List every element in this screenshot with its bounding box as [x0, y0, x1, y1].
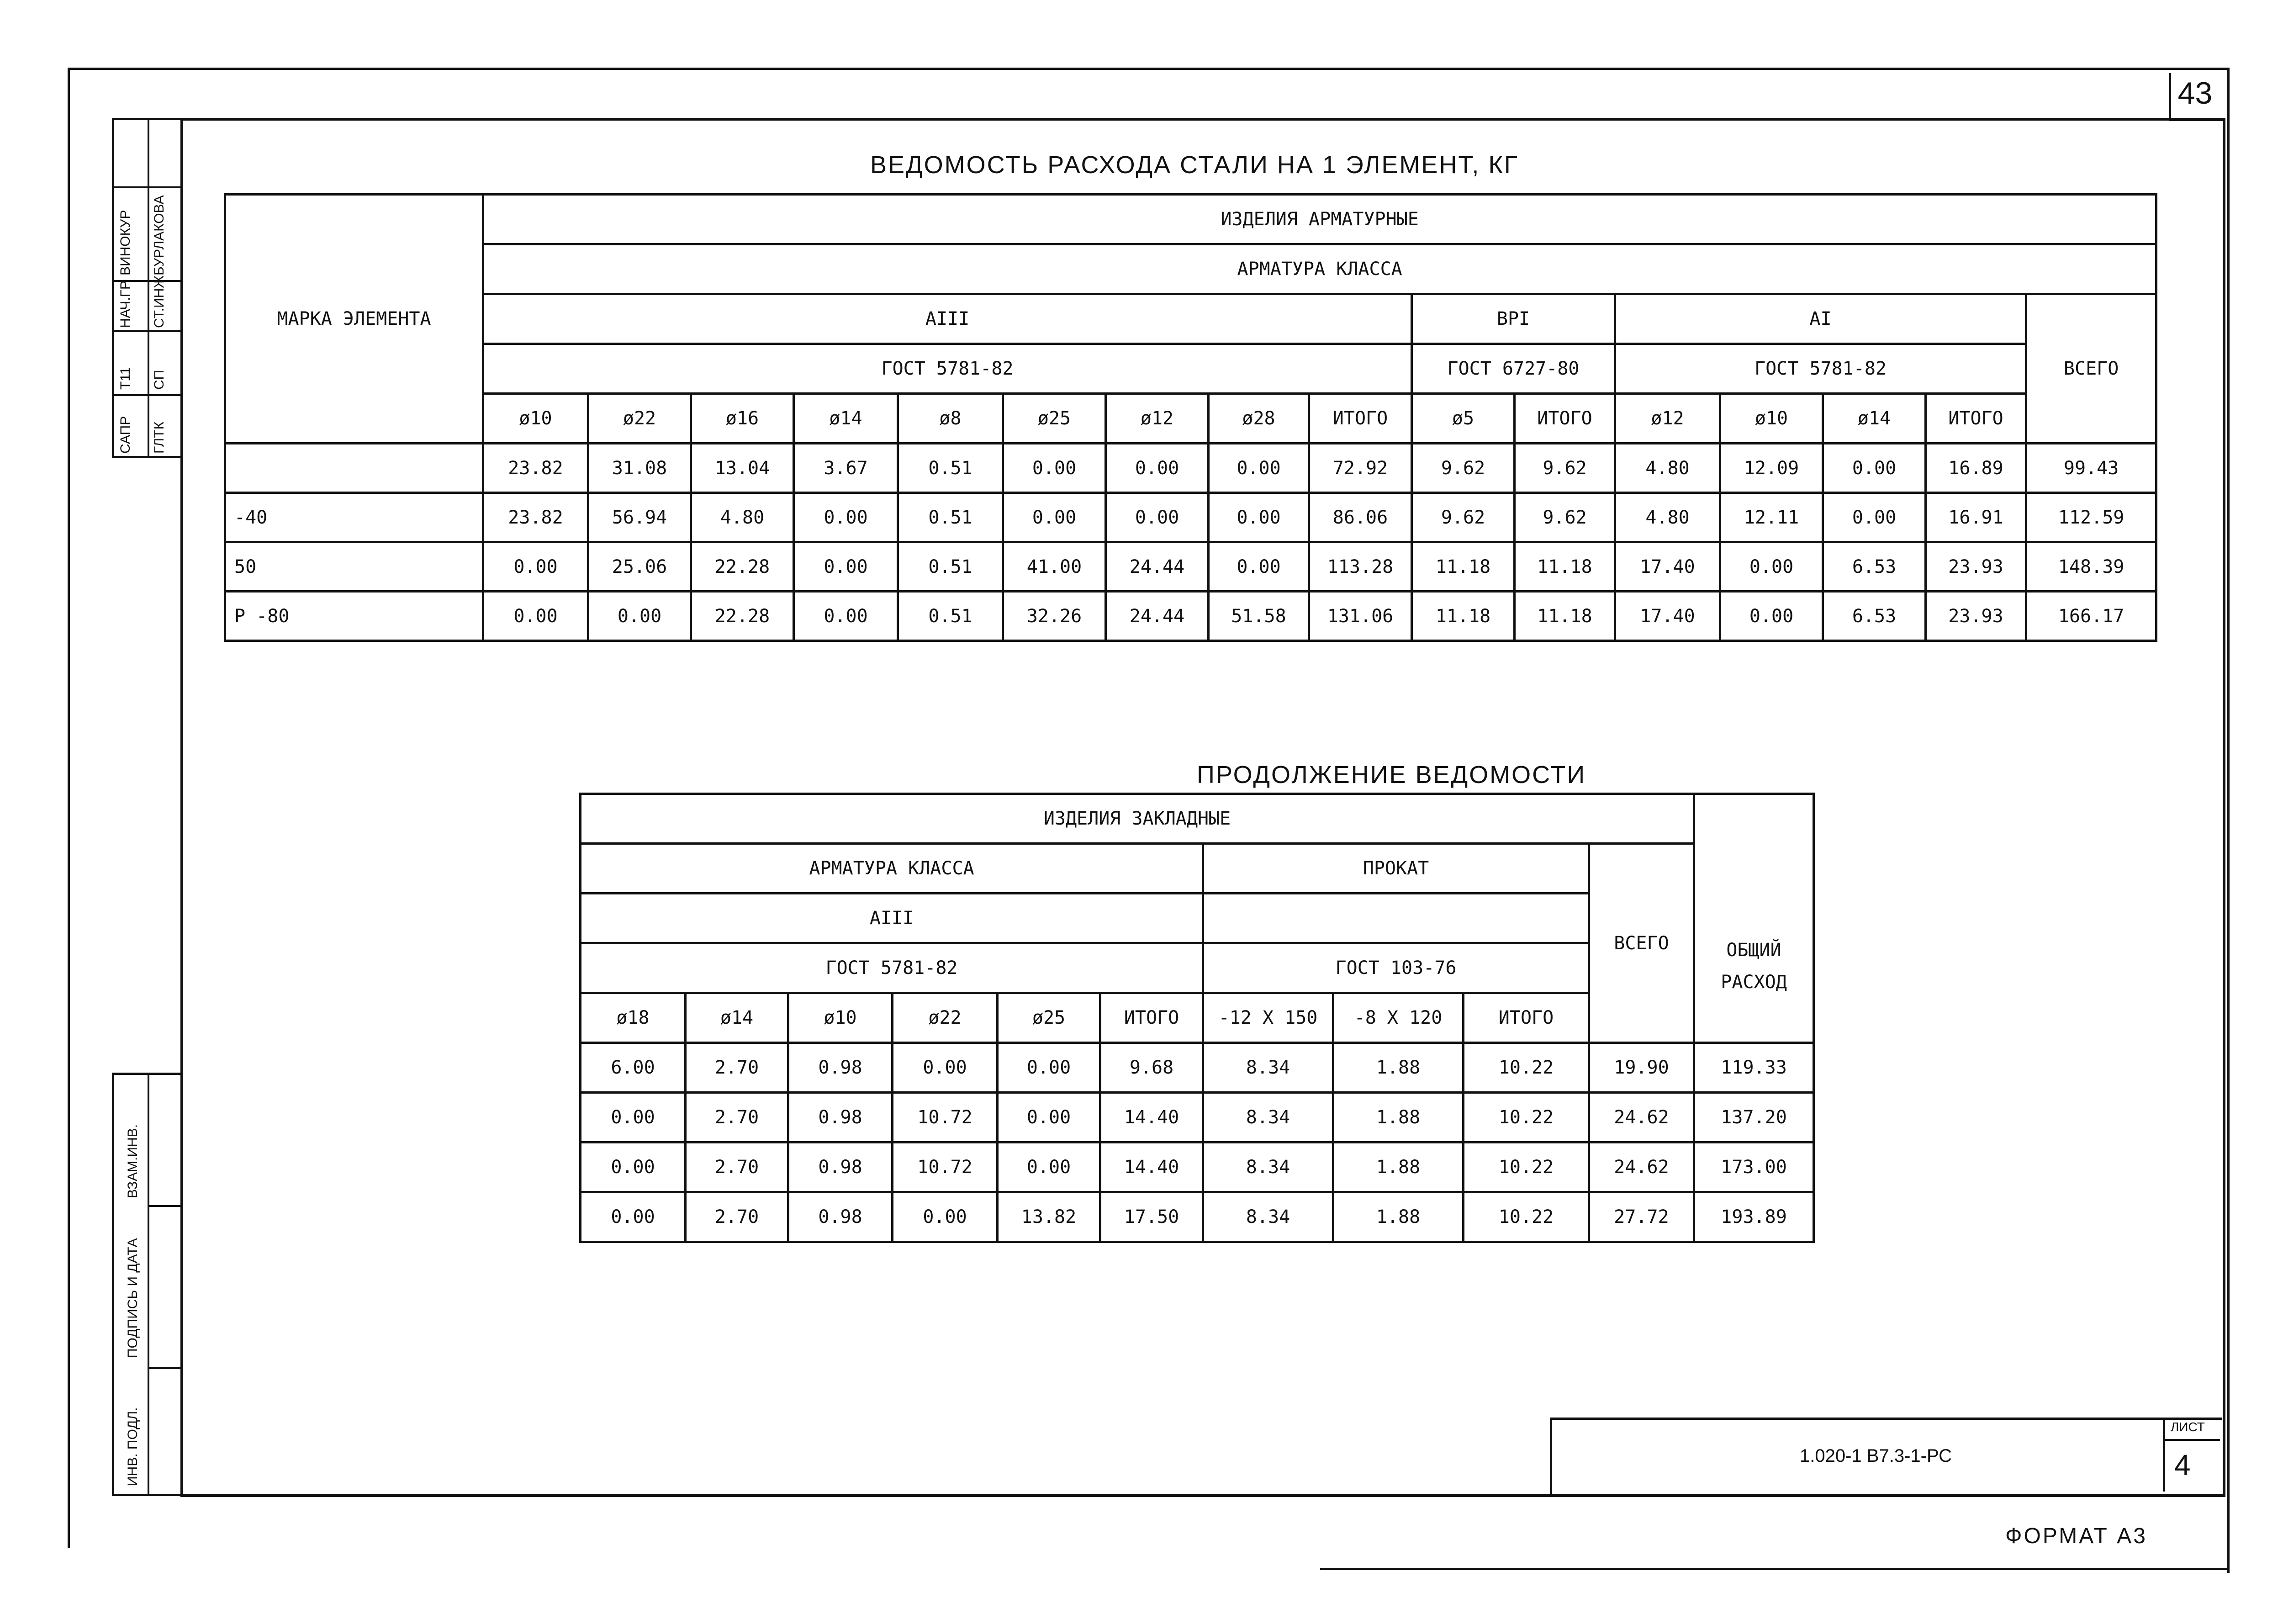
value-cell: 0.00	[1209, 493, 1309, 542]
table2-body	[581, 1043, 1814, 1242]
value-cell: 9.62	[1515, 493, 1615, 542]
value-cell: 23.93	[1926, 592, 2026, 641]
side-stamp-label: САПР	[118, 416, 133, 454]
table-row	[581, 1093, 1814, 1143]
value-cell: 3.67	[794, 444, 898, 493]
value-cell: 2.70	[686, 1043, 788, 1093]
table2-title: ПРОДОЛЖЕНИЕ ВЕДОМОСТИ	[1197, 761, 1586, 788]
value-cell: 51.58	[1209, 592, 1309, 641]
value-cell: 0.00	[998, 1043, 1100, 1093]
table1-body	[225, 444, 2156, 641]
value-cell: 112.59	[2026, 493, 2156, 542]
value-cell: 0.00	[1720, 542, 1823, 592]
value-cell: 99.43	[2026, 444, 2156, 493]
value-cell: 1.88	[1333, 1192, 1464, 1242]
total-header: ВСЕГО	[1589, 844, 1694, 1043]
column-header: -8 Х 120	[1333, 993, 1464, 1043]
frame-left-edge	[68, 68, 70, 1548]
value-cell: 12.09	[1720, 444, 1823, 493]
value-cell: 4.80	[1615, 493, 1720, 542]
value-cell: 10.22	[1464, 1192, 1589, 1242]
value-cell: 0.51	[898, 493, 1003, 542]
value-cell: 0.00	[893, 1043, 998, 1093]
value-cell: 0.00	[1823, 444, 1926, 493]
value-cell: 166.17	[2026, 592, 2156, 641]
column-header: ø16	[691, 394, 794, 444]
value-cell: 0.00	[1106, 493, 1209, 542]
column-header: ø12	[1106, 394, 1209, 444]
value-cell: 22.28	[691, 542, 794, 592]
title-block-divider	[2163, 1439, 2220, 1441]
mark-cell: -40	[225, 493, 483, 542]
column-header: ИТОГО	[1309, 394, 1412, 444]
value-cell: 86.06	[1309, 493, 1412, 542]
column-header: ø18	[581, 993, 686, 1043]
value-cell: 0.00	[581, 1093, 686, 1143]
table1-title: ВЕДОМОСТЬ РАСХОДА СТАЛИ НА 1 ЭЛЕМЕНТ, КГ	[870, 151, 1519, 179]
value-cell: 0.00	[1823, 493, 1926, 542]
column-header: ø5	[1412, 394, 1515, 444]
value-cell: 1.88	[1333, 1093, 1464, 1143]
value-cell: 25.06	[588, 542, 691, 592]
side-stamp-label: ГЛТК	[152, 421, 167, 454]
value-cell: 1.88	[1333, 1143, 1464, 1192]
value-cell: 10.22	[1464, 1043, 1589, 1093]
total-header: ВСЕГО	[2026, 294, 2156, 444]
value-cell: 23.82	[483, 444, 588, 493]
value-cell: 16.89	[1926, 444, 2026, 493]
column-header: ИТОГО	[1515, 394, 1615, 444]
column-header: ø25	[998, 993, 1100, 1043]
value-cell: 6.53	[1823, 592, 1926, 641]
value-cell: 8.34	[1203, 1143, 1333, 1192]
value-cell: 0.00	[1720, 592, 1823, 641]
value-cell: 8.34	[1203, 1093, 1333, 1143]
value-cell: 8.34	[1203, 1192, 1333, 1242]
vpi-header: ВРI	[1412, 294, 1615, 344]
column-header: ИТОГО	[1100, 993, 1203, 1043]
sheet-number: 43	[2177, 76, 2213, 111]
value-cell: 27.72	[1589, 1192, 1694, 1242]
value-cell: 1.88	[1333, 1043, 1464, 1093]
value-cell: 0.98	[788, 1043, 893, 1093]
value-cell: 24.44	[1106, 592, 1209, 641]
value-cell: 31.08	[588, 444, 691, 493]
aiii-header: AIII	[581, 894, 1203, 943]
class-header: АРМАТУРА КЛАССА	[483, 244, 2156, 294]
value-cell: 17.40	[1615, 542, 1720, 592]
value-cell: 4.80	[691, 493, 794, 542]
value-cell: 0.00	[794, 592, 898, 641]
value-cell: 23.93	[1926, 542, 2026, 592]
table-row	[225, 542, 2156, 592]
column-header: ø10	[788, 993, 893, 1043]
sheet-number-stamp: 4	[2174, 1449, 2191, 1481]
column-header: ø10	[1720, 394, 1823, 444]
table-row	[581, 1192, 1814, 1242]
gost-header: ГОСТ 6727-80	[1412, 344, 1615, 394]
value-cell: 22.28	[691, 592, 794, 641]
column-header: ø10	[483, 394, 588, 444]
value-cell: 13.04	[691, 444, 794, 493]
column-header: ИТОГО	[1464, 993, 1589, 1043]
side-stamp-label: СП	[152, 370, 167, 390]
side-stamp-label: БУРЛАКОВА	[152, 195, 167, 275]
value-cell: 0.00	[1003, 444, 1106, 493]
value-cell: 10.72	[893, 1093, 998, 1143]
side-stamp-label: ВИНОКУР	[118, 210, 133, 275]
value-cell: 16.91	[1926, 493, 2026, 542]
column-header: -12 Х 150	[1203, 993, 1333, 1043]
value-cell: 0.00	[581, 1192, 686, 1242]
frame-bottom-edge	[1320, 1568, 2229, 1570]
value-cell: 0.00	[588, 592, 691, 641]
steel-consumption-table	[224, 193, 2157, 642]
column-header: ø28	[1209, 394, 1309, 444]
value-cell: 0.00	[794, 542, 898, 592]
value-cell: 32.26	[1003, 592, 1106, 641]
overall-header: ОБЩИЙ РАСХОД	[1694, 794, 1814, 1043]
value-cell: 9.62	[1412, 444, 1515, 493]
value-cell: 0.98	[788, 1192, 893, 1242]
value-cell: 9.62	[1412, 493, 1515, 542]
value-cell: 0.00	[483, 592, 588, 641]
value-cell: 193.89	[1694, 1192, 1814, 1242]
column-header: ø12	[1615, 394, 1720, 444]
gost-header: ГОСТ 5781-82	[581, 943, 1203, 993]
side-stamp-top	[112, 118, 183, 458]
value-cell: 0.51	[898, 592, 1003, 641]
side-stamp-bottom	[112, 1073, 183, 1496]
value-cell: 2.70	[686, 1093, 788, 1143]
table-row	[225, 592, 2156, 641]
column-header: ø14	[1823, 394, 1926, 444]
side-stamp-label: ВЗАМ.ИНВ.	[125, 1124, 140, 1198]
table-row	[225, 493, 2156, 542]
value-cell: 137.20	[1694, 1093, 1814, 1143]
sheet-label: ЛИСТ	[2171, 1420, 2205, 1434]
value-cell: 24.62	[1589, 1143, 1694, 1192]
value-cell: 8.34	[1203, 1043, 1333, 1093]
mark-cell: 50	[225, 542, 483, 592]
value-cell: 0.00	[1106, 444, 1209, 493]
value-cell: 12.11	[1720, 493, 1823, 542]
value-cell: 17.40	[1615, 592, 1720, 641]
value-cell: 0.51	[898, 542, 1003, 592]
mark-header: МАРКА ЭЛЕМЕНТА	[225, 195, 483, 444]
gost-header: ГОСТ 103-76	[1203, 943, 1589, 993]
value-cell: 14.40	[1100, 1093, 1203, 1143]
value-cell: 4.80	[1615, 444, 1720, 493]
value-cell: 11.18	[1515, 592, 1615, 641]
drawing-code: 1.020-1 В7.3-1-РС	[1800, 1446, 1952, 1466]
gost-header: ГОСТ 5781-82	[483, 344, 1412, 394]
value-cell: 56.94	[588, 493, 691, 542]
value-cell: 0.00	[1209, 542, 1309, 592]
value-cell: 14.40	[1100, 1143, 1203, 1192]
column-header: ø8	[898, 394, 1003, 444]
prokat-header: ПРОКАТ	[1203, 844, 1589, 894]
products-header: ИЗДЕЛИЯ АРМАТУРНЫЕ	[483, 195, 2156, 244]
value-cell: 9.68	[1100, 1043, 1203, 1093]
value-cell: 113.28	[1309, 542, 1412, 592]
value-cell: 2.70	[686, 1192, 788, 1242]
gost-header: ГОСТ 5781-82	[1615, 344, 2026, 394]
value-cell: 72.92	[1309, 444, 1412, 493]
value-cell: 6.00	[581, 1043, 686, 1093]
table-row	[581, 1043, 1814, 1093]
value-cell: 24.62	[1589, 1093, 1694, 1143]
ai-header: AI	[1615, 294, 2026, 344]
value-cell: 10.72	[893, 1143, 998, 1192]
value-cell: 19.90	[1589, 1043, 1694, 1093]
value-cell: 0.00	[1209, 444, 1309, 493]
side-stamp-label: Т11	[118, 367, 133, 390]
value-cell: 0.00	[998, 1143, 1100, 1192]
mark-cell: Р -80	[225, 592, 483, 641]
value-cell: 23.82	[483, 493, 588, 542]
products-header: ИЗДЕЛИЯ ЗАКЛАДНЫЕ	[581, 794, 1694, 844]
column-header: ø14	[686, 993, 788, 1043]
value-cell: 24.44	[1106, 542, 1209, 592]
value-cell: 0.00	[483, 542, 588, 592]
value-cell: 11.18	[1515, 542, 1615, 592]
title-block-divider	[2163, 1418, 2165, 1492]
aiii-header: AIII	[483, 294, 1412, 344]
side-stamp-label: ИНВ. ПОДЛ.	[125, 1407, 140, 1486]
class-header: АРМАТУРА КЛАССА	[581, 844, 1203, 894]
side-stamp-label: НАЧ.ГР	[118, 280, 133, 328]
table-row	[225, 444, 2156, 493]
embedded-parts-table	[579, 793, 1815, 1243]
value-cell: 0.00	[998, 1093, 1100, 1143]
value-cell: 173.00	[1694, 1143, 1814, 1192]
column-header: ø22	[893, 993, 998, 1043]
prokat-blank-cell	[1203, 894, 1589, 943]
side-stamp-label: СТ.ИНЖ	[152, 275, 167, 328]
value-cell: 41.00	[1003, 542, 1106, 592]
value-cell: 0.00	[893, 1192, 998, 1242]
value-cell: 11.18	[1412, 592, 1515, 641]
column-header: ø22	[588, 394, 691, 444]
column-header: ИТОГО	[1926, 394, 2026, 444]
side-stamp-label: ПОДПИСЬ И ДАТА	[125, 1238, 140, 1358]
value-cell: 10.22	[1464, 1093, 1589, 1143]
value-cell: 17.50	[1100, 1192, 1203, 1242]
value-cell: 0.00	[1003, 493, 1106, 542]
mark-cell	[225, 444, 483, 493]
value-cell: 11.18	[1412, 542, 1515, 592]
value-cell: 13.82	[998, 1192, 1100, 1242]
column-header: ø25	[1003, 394, 1106, 444]
value-cell: 0.98	[788, 1143, 893, 1192]
column-header: ø14	[794, 394, 898, 444]
value-cell: 10.22	[1464, 1143, 1589, 1192]
value-cell: 9.62	[1515, 444, 1615, 493]
value-cell: 0.00	[794, 493, 898, 542]
table-row	[581, 1143, 1814, 1192]
format-label: ФОРМАТ А3	[2005, 1524, 2147, 1548]
value-cell: 2.70	[686, 1143, 788, 1192]
value-cell: 6.53	[1823, 542, 1926, 592]
value-cell: 131.06	[1309, 592, 1412, 641]
value-cell: 0.51	[898, 444, 1003, 493]
value-cell: 148.39	[2026, 542, 2156, 592]
value-cell: 0.98	[788, 1093, 893, 1143]
value-cell: 119.33	[1694, 1043, 1814, 1093]
value-cell: 0.00	[581, 1143, 686, 1192]
